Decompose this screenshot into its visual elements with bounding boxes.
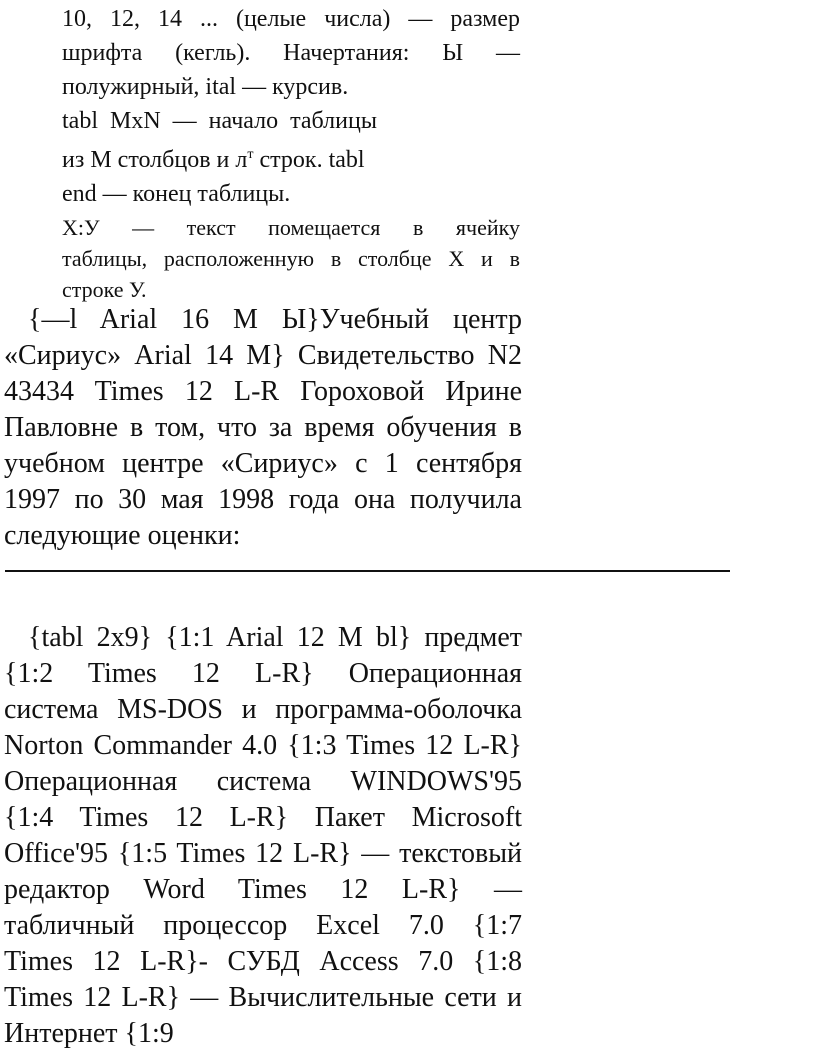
text-line: система MS-DOS и программа-оболочка bbox=[4, 694, 522, 725]
text-line: Times 12 L-R}- СУБД Access 7.0 {1:8 bbox=[4, 946, 522, 977]
text-line: учебном центре «Сириус» с 1 сентября bbox=[4, 448, 522, 479]
text-line: «Сириус» Arial 14 M} Свидетельство N2 bbox=[4, 340, 522, 371]
text-line: Павловне в том, что за время обучения в bbox=[4, 412, 522, 443]
format-codes-description bbox=[62, 2, 520, 304]
text-line: {1:2 Times 12 L-R} Операционная bbox=[4, 658, 522, 689]
text-line: табличный процессор Excel 7.0 {1:7 bbox=[4, 910, 522, 941]
text-line: редактор Word Times 12 L-R} — bbox=[4, 874, 522, 905]
text-line: из М столбцов и $л^т$ строк. tabl bbox=[62, 147, 365, 173]
text-line: {1:4 Times 12 L-R} Пакет Microsoft bbox=[4, 802, 522, 833]
text-line: 43434 Times 12 L-R Гороховой Ирине bbox=[4, 376, 522, 407]
text-line: {tabl 2x9} {1:1 Arial 12 M bl} предмет bbox=[28, 622, 522, 653]
text-line: end — конец таблицы. bbox=[62, 181, 291, 207]
text-line: 1997 по 30 мая 1998 года она получила bbox=[4, 484, 522, 515]
text-line: tabl MxN — начало таблицы bbox=[62, 108, 377, 134]
text-line: строке У. bbox=[62, 277, 147, 302]
text-line: полужирный, ital — курсив. bbox=[62, 74, 349, 100]
superscript-mark: т bbox=[247, 147, 254, 162]
text-line: таблицы, расположенную в столбце X и в bbox=[62, 246, 520, 271]
text-line: следующие оценки: bbox=[4, 520, 241, 551]
horizontal-divider bbox=[5, 570, 730, 572]
text-line: Office'95 {1:5 Times 12 L-R} — текстовый bbox=[4, 838, 522, 869]
text-line: Х:У — текст помещается в ячейку bbox=[62, 215, 520, 240]
text-line: {—l Arial 16 M Ы}Учебный центр bbox=[28, 304, 522, 335]
text-line: 10, 12, 14 ... (целые числа) — размер bbox=[62, 6, 520, 32]
certificate-paragraph bbox=[4, 302, 522, 554]
text-line: Times 12 L-R} — Вычислительные сети и bbox=[4, 982, 522, 1013]
text-line: Интернет {1:9 bbox=[4, 1018, 174, 1049]
text-line: шрифта (кегль). Начертания: Ы — bbox=[62, 40, 520, 66]
table-markup-paragraph bbox=[4, 620, 522, 1052]
text-line: Операционная система WINDOWS'95 bbox=[4, 766, 522, 797]
text-line: Norton Commander 4.0 {1:3 Times 12 L-R} bbox=[4, 730, 522, 761]
